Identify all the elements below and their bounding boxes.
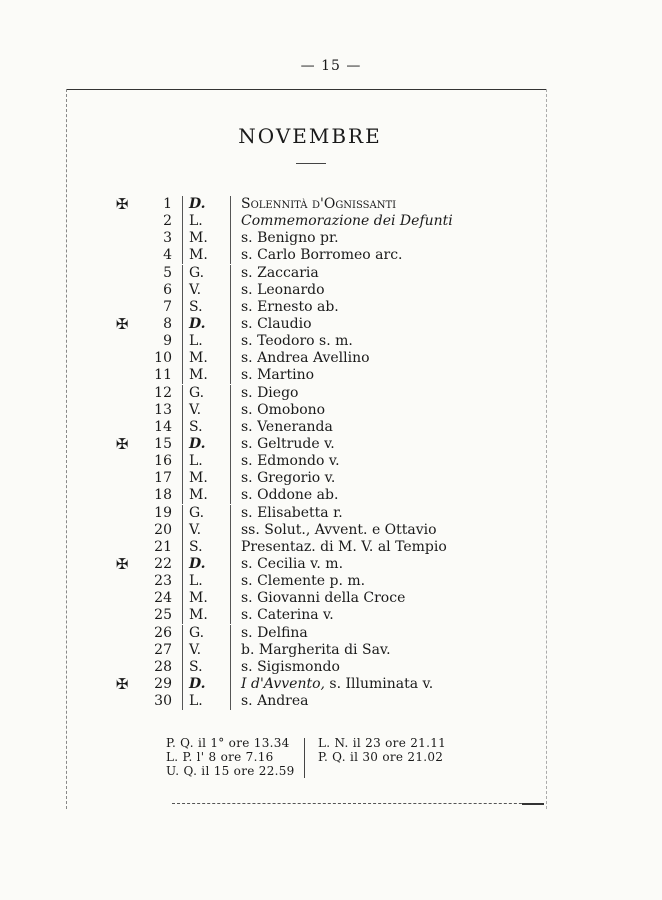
day-number: 22 [154, 556, 172, 573]
month-title: NOVEMBRE [238, 124, 382, 148]
day-number: 16 [154, 453, 172, 470]
day-row [112, 213, 453, 230]
day-number: 12 [154, 384, 172, 401]
day-number: 21 [154, 538, 172, 555]
saint-name: s. Carlo Borromeo arc. [230, 247, 403, 264]
weekday-abbr: D. [182, 676, 230, 693]
saint-name: s. Ernesto ab. [230, 299, 339, 316]
day-number: 13 [154, 401, 172, 418]
day-row [112, 265, 453, 282]
day-number: 6 [163, 281, 172, 298]
day-number: 1 [163, 196, 172, 213]
day-row [112, 573, 453, 590]
saint-name: s. Andrea [230, 693, 309, 710]
day-row [112, 470, 453, 487]
day-row [112, 607, 453, 624]
frame-left-line [66, 89, 67, 809]
moon-phase: U. Q. il 15 ore 22.59 [166, 764, 295, 778]
cross-icon: ✠ [115, 675, 129, 693]
saint-name: Presentaz. di M. V. al Tempio [230, 539, 447, 556]
saint-name: s. Caterina v. [230, 607, 334, 624]
saint-name: s. Gregorio v. [230, 470, 335, 487]
day-row [112, 299, 453, 316]
day-number: 9 [163, 333, 172, 350]
weekday-abbr: M. [182, 230, 230, 247]
frame-top-line [66, 89, 546, 90]
day-row [112, 487, 453, 504]
weekday-abbr: L. [182, 333, 230, 350]
day-row [112, 419, 453, 436]
saint-name: Commemorazione dei Defunti [230, 213, 453, 230]
day-number: 15 [154, 436, 172, 453]
weekday-abbr: V. [182, 282, 230, 299]
day-row [112, 230, 453, 247]
saint-name: s. Elisabetta r. [230, 505, 343, 522]
weekday-abbr: M. [182, 470, 230, 487]
saint-name: s. Edmondo v. [230, 453, 340, 470]
page-number: — 15 — [300, 58, 362, 74]
frame-bottom-tick [522, 803, 544, 805]
moon-phases-separator [304, 738, 305, 778]
weekday-abbr: D. [182, 316, 230, 333]
weekday-abbr: L. [182, 453, 230, 470]
weekday-abbr: G. [182, 625, 230, 642]
day-number: 29 [154, 676, 172, 692]
day-number: 20 [154, 521, 172, 538]
saint-name: s. Oddone ab. [230, 487, 338, 504]
weekday-abbr: M. [182, 367, 230, 384]
weekday-abbr: L. [182, 573, 230, 590]
day-number: 23 [154, 573, 172, 590]
day-number: 8 [163, 316, 172, 333]
saint-name: s. Zaccaria [230, 265, 319, 282]
weekday-abbr: V. [182, 642, 230, 659]
saint-name-text: s. Illuminata v. [324, 676, 434, 692]
day-number: 28 [154, 658, 172, 675]
weekday-abbr: M. [182, 247, 230, 264]
weekday-abbr: L. [182, 693, 230, 710]
saint-name: s. Martino [230, 367, 314, 384]
day-row [112, 247, 453, 264]
moon-phase: L. P. l' 8 ore 7.16 [166, 750, 274, 764]
day-number: 3 [163, 230, 172, 247]
frame-right-line [546, 89, 547, 809]
day-number: 7 [163, 298, 172, 315]
saint-name: s. Cecilia v. m. [230, 556, 343, 573]
saint-name: s. Leonardo [230, 282, 325, 299]
day-row [112, 402, 453, 419]
saint-name: ss. Solut., Avvent. e Ottavio [230, 522, 437, 539]
cross-icon: ✠ [115, 195, 129, 214]
calendar-table [112, 196, 453, 710]
cross-icon: ✠ [115, 315, 129, 334]
moon-phases-right [318, 736, 446, 764]
weekday-abbr: S. [182, 299, 230, 316]
weekday-abbr: G. [182, 265, 230, 282]
saint-name: b. Margherita di Sav. [230, 642, 391, 659]
saint-name: s. Delfina [230, 625, 308, 642]
frame-bottom-line [172, 803, 542, 804]
day-row [112, 196, 453, 213]
day-row [112, 590, 453, 607]
saint-name: s. Veneranda [230, 419, 333, 436]
saint-name: s. Teodoro s. m. [230, 333, 353, 350]
weekday-abbr: V. [182, 402, 230, 419]
day-row [112, 453, 453, 470]
day-row [112, 505, 453, 522]
day-number: 2 [163, 213, 172, 230]
day-row [112, 693, 453, 710]
day-row [112, 522, 453, 539]
moon-phase: P. Q. il 30 ore 21.02 [318, 750, 444, 764]
day-row [112, 367, 453, 384]
saint-name: s. Giovanni della Croce [230, 590, 405, 607]
day-row [112, 333, 453, 350]
day-row [112, 556, 453, 573]
weekday-abbr: D. [182, 556, 230, 573]
moon-phases-left [166, 736, 295, 778]
weekday-abbr: G. [182, 385, 230, 402]
weekday-abbr: M. [182, 487, 230, 504]
title-rule [296, 163, 326, 164]
day-row [112, 316, 453, 333]
saint-name [230, 676, 433, 693]
liturgical-note: I d'Avvento, [241, 676, 325, 692]
saint-name: s. Diego [230, 385, 298, 402]
weekday-abbr: S. [182, 659, 230, 676]
weekday-abbr: D. [182, 196, 230, 213]
weekday-abbr: D. [182, 436, 230, 453]
weekday-abbr: L. [182, 213, 230, 230]
weekday-abbr: S. [182, 539, 230, 556]
saint-name: s. Andrea Avellino [230, 350, 370, 367]
day-row [112, 385, 453, 402]
saint-name: Solennità d'Ognissanti [230, 196, 396, 213]
weekday-abbr: M. [182, 350, 230, 367]
day-row [112, 436, 453, 453]
weekday-abbr: V. [182, 522, 230, 539]
day-number: 24 [154, 590, 172, 607]
day-number: 19 [154, 504, 172, 521]
saint-name: s. Omobono [230, 402, 325, 419]
saint-name: s. Benigno pr. [230, 230, 339, 247]
day-row [112, 539, 453, 556]
day-number: 27 [154, 641, 172, 658]
day-row [112, 659, 453, 676]
weekday-abbr: G. [182, 505, 230, 522]
moon-phase: P. Q. il 1° ore 13.34 [166, 736, 290, 750]
weekday-abbr: S. [182, 419, 230, 436]
weekday-abbr: M. [182, 590, 230, 607]
day-number: 5 [163, 264, 172, 281]
day-number: 14 [154, 418, 172, 435]
weekday-abbr: M. [182, 607, 230, 624]
day-row [112, 625, 453, 642]
day-number: 10 [154, 350, 172, 367]
saint-name: s. Sigismondo [230, 659, 340, 676]
saint-name: s. Geltrude v. [230, 436, 335, 453]
moon-phase: L. N. il 23 ore 21.11 [318, 736, 447, 750]
day-row [112, 282, 453, 299]
day-row [112, 676, 453, 693]
day-row [112, 350, 453, 367]
cross-icon: ✠ [115, 435, 129, 454]
day-number: 26 [154, 624, 172, 641]
day-number: 30 [154, 693, 172, 710]
saint-name: s. Claudio [230, 316, 312, 333]
day-number: 4 [163, 247, 172, 264]
saint-name: s. Clemente p. m. [230, 573, 365, 590]
day-number: 11 [154, 367, 172, 384]
day-number: 18 [154, 487, 172, 504]
day-row [112, 642, 453, 659]
cross-icon: ✠ [115, 555, 129, 574]
day-number: 25 [154, 607, 172, 624]
day-number: 17 [154, 470, 172, 487]
